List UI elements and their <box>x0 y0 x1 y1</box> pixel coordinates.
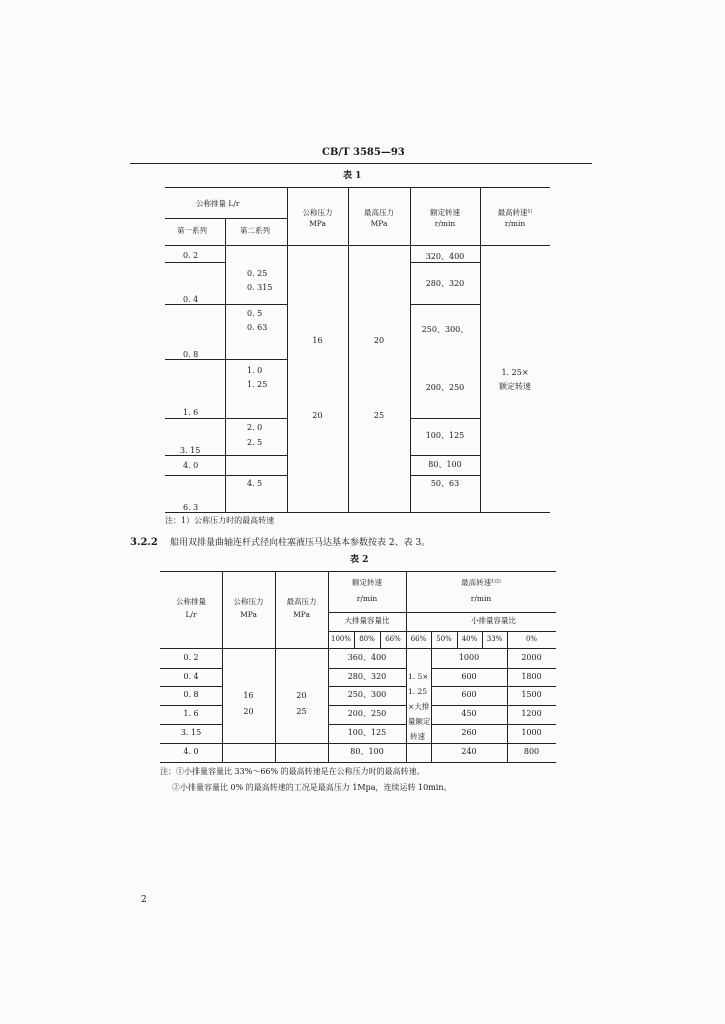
table2-bottom-border <box>160 762 556 763</box>
table2-rule <box>431 668 556 669</box>
table2-small-speed: 260 <box>461 728 477 737</box>
table1-header-max-pressure-unit: MPa <box>370 219 388 228</box>
table1-col-line <box>480 187 481 512</box>
table1-series2-value: 0. 63 <box>247 323 268 332</box>
table2-header-nominal-pressure-unit: MPa <box>240 610 257 619</box>
table1-series2-value: 4. 5 <box>247 479 263 488</box>
table1-series2-value: 2. 0 <box>247 423 263 432</box>
table1-header-rated-speed-unit: r/min <box>434 219 456 228</box>
table2-rule <box>431 724 556 725</box>
table1-header-divider <box>165 218 288 219</box>
table1-rule <box>410 455 480 456</box>
table1-rated-speed: 80、100 <box>428 460 462 469</box>
table2-zero-speed: 2000 <box>521 653 542 662</box>
table2-small-speed: 450 <box>461 709 477 718</box>
table2-rule <box>160 743 556 744</box>
table1-rated-speed: 50、63 <box>430 479 460 488</box>
table2-pct: 50% <box>436 635 452 643</box>
table1-nominal-pressure: 16 <box>312 336 323 345</box>
table2-header-max-speed-unit: r/min <box>470 594 492 603</box>
table1-rule <box>410 262 480 263</box>
table1-rated-speed: 100、125 <box>425 431 465 440</box>
table1-series1-value: 1. 6 <box>183 408 199 417</box>
table2-rated-speed: 80、100 <box>350 747 384 756</box>
table1-top-border <box>165 187 550 188</box>
table1-series1-value: 0. 2 <box>183 251 199 260</box>
table1-max-pressure: 20 <box>373 336 385 345</box>
table2-displacement: 0. 4 <box>183 672 199 681</box>
table1-header-displacement: 公称排量 L/r <box>196 199 240 208</box>
table1-title: 表 1 <box>343 171 362 181</box>
table2-header-divider <box>328 612 556 613</box>
table2-rule <box>160 705 222 706</box>
table2-pct: 66% <box>385 635 401 643</box>
table2-note: 注：①小排量容量比 33%～66% 的最高转速是在公称压力时的最高转速。 <box>160 767 425 776</box>
table2-rule <box>328 705 406 706</box>
table2-header-displacement-unit: L/r <box>185 610 197 619</box>
table2-rule <box>328 686 406 687</box>
table1-header-nominal-pressure-unit: MPa <box>309 219 326 228</box>
table2-displacement: 3. 15 <box>180 728 202 737</box>
table1-max-pressure: 25 <box>373 411 385 420</box>
table1-rule <box>165 475 287 476</box>
table1-nominal-pressure: 20 <box>312 411 323 420</box>
table2-small-speed: 600 <box>461 672 477 681</box>
table2-title: 表 2 <box>350 555 369 565</box>
table2-header-small-ratio: 小排量容量比 <box>471 616 516 625</box>
table1-series2-value: 0. 25 <box>247 269 268 278</box>
table2-small-speed: 1000 <box>458 653 480 662</box>
table2-header-max-speed: 最高转速¹⁾²⁾ <box>461 578 501 587</box>
table1-rule <box>165 359 287 360</box>
table2-nominal-pressure: 16 <box>243 691 254 700</box>
table2-zero-speed: 1800 <box>521 672 542 681</box>
table2-pct: 40% <box>461 635 478 643</box>
standard-code: CB/T 3585—93 <box>322 147 405 158</box>
table1-rule <box>165 418 287 419</box>
table1-rule <box>165 455 287 456</box>
table2-header-large-ratio: 大排量容量比 <box>344 616 390 625</box>
table2-small-speed: 600 <box>461 690 477 699</box>
table2-displacement: 1. 6 <box>183 709 199 718</box>
header-rule <box>130 163 592 164</box>
table2-pct: 66% <box>410 635 427 643</box>
table1-col-line <box>348 187 349 512</box>
table2-header-bottom <box>160 648 556 649</box>
table2-zero-speed: 1500 <box>521 690 542 699</box>
table2-rule <box>431 686 556 687</box>
table1-series2-value: 0. 5 <box>247 309 263 318</box>
table1-bottom-border <box>165 512 550 513</box>
table2-displacement: 0. 2 <box>183 653 199 662</box>
table2-rated-speed: 280、320 <box>347 672 387 681</box>
table1-header-max-speed-unit: r/min <box>504 219 526 228</box>
table2-pct: 33% <box>486 635 503 643</box>
table2-note: ②小排量容量比 0% 的最高转速的工况是最高压力 1Mpa，连续运转 10min。 <box>172 783 452 792</box>
table2-merged-line: 量额定 <box>408 717 431 726</box>
table1-header-max-pressure: 最高压力 <box>364 208 394 217</box>
table2-header-rated-speed: 额定转速 <box>352 578 382 587</box>
table1-header-series2: 第二系列 <box>240 226 270 235</box>
table1-rule <box>165 262 225 263</box>
section-text: 船用双排量曲轴连杆式径向柱塞液压马达基本参数按表 2、表 3。 <box>170 538 431 548</box>
table2-zero-speed: 1000 <box>521 728 542 737</box>
table2-rule <box>160 668 222 669</box>
table2-header-displacement: 公称排量 <box>176 597 206 606</box>
table2-max-pressure: 25 <box>296 707 307 716</box>
table1-series2-value: 1. 25 <box>247 380 268 389</box>
table2-rule <box>160 686 222 687</box>
table2-rated-speed: 200、250 <box>347 709 387 718</box>
table2-rule <box>328 724 406 725</box>
table2-header-rated-speed-unit: r/min <box>356 594 378 603</box>
section-number: 3.2.2 <box>130 537 158 548</box>
table1-note: 注：1）公称压力时的最高转速 <box>165 516 275 525</box>
table2-pct: 0% <box>525 635 538 643</box>
table1-max-speed-value: 额定转速 <box>499 382 531 391</box>
table2-merged-line: 1. 5× <box>408 672 429 681</box>
table2-displacement: 0. 8 <box>183 690 199 699</box>
table2-rule <box>328 668 406 669</box>
table1-series1-value: 0. 4 <box>183 295 199 304</box>
table2-header-divider <box>328 631 556 632</box>
table1-rated-speed: 250、300、 <box>421 325 469 334</box>
table2-rule <box>431 705 556 706</box>
table1-series2-value: 1. 0 <box>247 366 263 375</box>
table1-rule <box>410 304 480 305</box>
table2-pct: 80% <box>359 635 375 643</box>
table2-pct: 100% <box>330 635 351 643</box>
page-number: 2 <box>141 895 147 905</box>
table1-series1-value: 4. 0 <box>183 461 199 470</box>
table2-small-speed: 240 <box>461 747 477 756</box>
table1-rated-speed: 280、320 <box>425 279 465 288</box>
table1-header-rated-speed: 额定转速 <box>430 208 460 217</box>
table2-header-max-pressure: 最高压力 <box>286 597 317 606</box>
table1-series1-value: 0. 8 <box>183 350 199 359</box>
table1-series1-value: 3. 15 <box>180 446 201 455</box>
table2-header-max-pressure-unit: MPa <box>293 610 310 619</box>
table2-nominal-pressure: 20 <box>243 707 254 716</box>
table2-rated-speed: 360、400 <box>347 653 387 662</box>
table2-zero-speed: 800 <box>523 747 540 756</box>
table2-rated-speed: 100、125 <box>347 728 387 737</box>
table1-header-nominal-pressure: 公称压力 <box>302 208 333 217</box>
table2-header-nominal-pressure: 公称压力 <box>233 597 264 606</box>
table1-rule <box>410 418 480 419</box>
table2-top-border <box>160 571 556 572</box>
table1-rule <box>165 304 287 305</box>
table2-merged-line: ×大排 <box>408 702 430 711</box>
table1-header-series1: 第一系列 <box>177 226 207 235</box>
table1-rated-speed: 320、400 <box>425 252 465 261</box>
table1-header-bottom <box>165 245 550 246</box>
table2-rule <box>160 724 222 725</box>
table2-displacement: 4. 0 <box>183 747 199 756</box>
table2-rated-speed: 250、300 <box>347 690 387 699</box>
table1-col-line <box>287 187 288 512</box>
table2-merged-line: 转速 <box>410 732 425 741</box>
table1-header-max-speed: 最高转速¹⁾ <box>497 208 533 217</box>
table1-series2-value: 2. 5 <box>247 438 263 447</box>
table2-max-pressure: 20 <box>296 691 307 700</box>
table1-rule <box>410 475 480 476</box>
table1-series2-value: 0. 315 <box>247 283 273 292</box>
table1-max-speed-value: 1. 25× <box>501 368 529 377</box>
table1-series1-value: 6. 3 <box>183 503 199 512</box>
table2-merged-line: 1. 25 <box>408 687 428 696</box>
table1-col-line <box>225 218 226 512</box>
table2-zero-speed: 1200 <box>521 709 542 718</box>
table1-rated-speed: 200、250 <box>425 383 465 392</box>
